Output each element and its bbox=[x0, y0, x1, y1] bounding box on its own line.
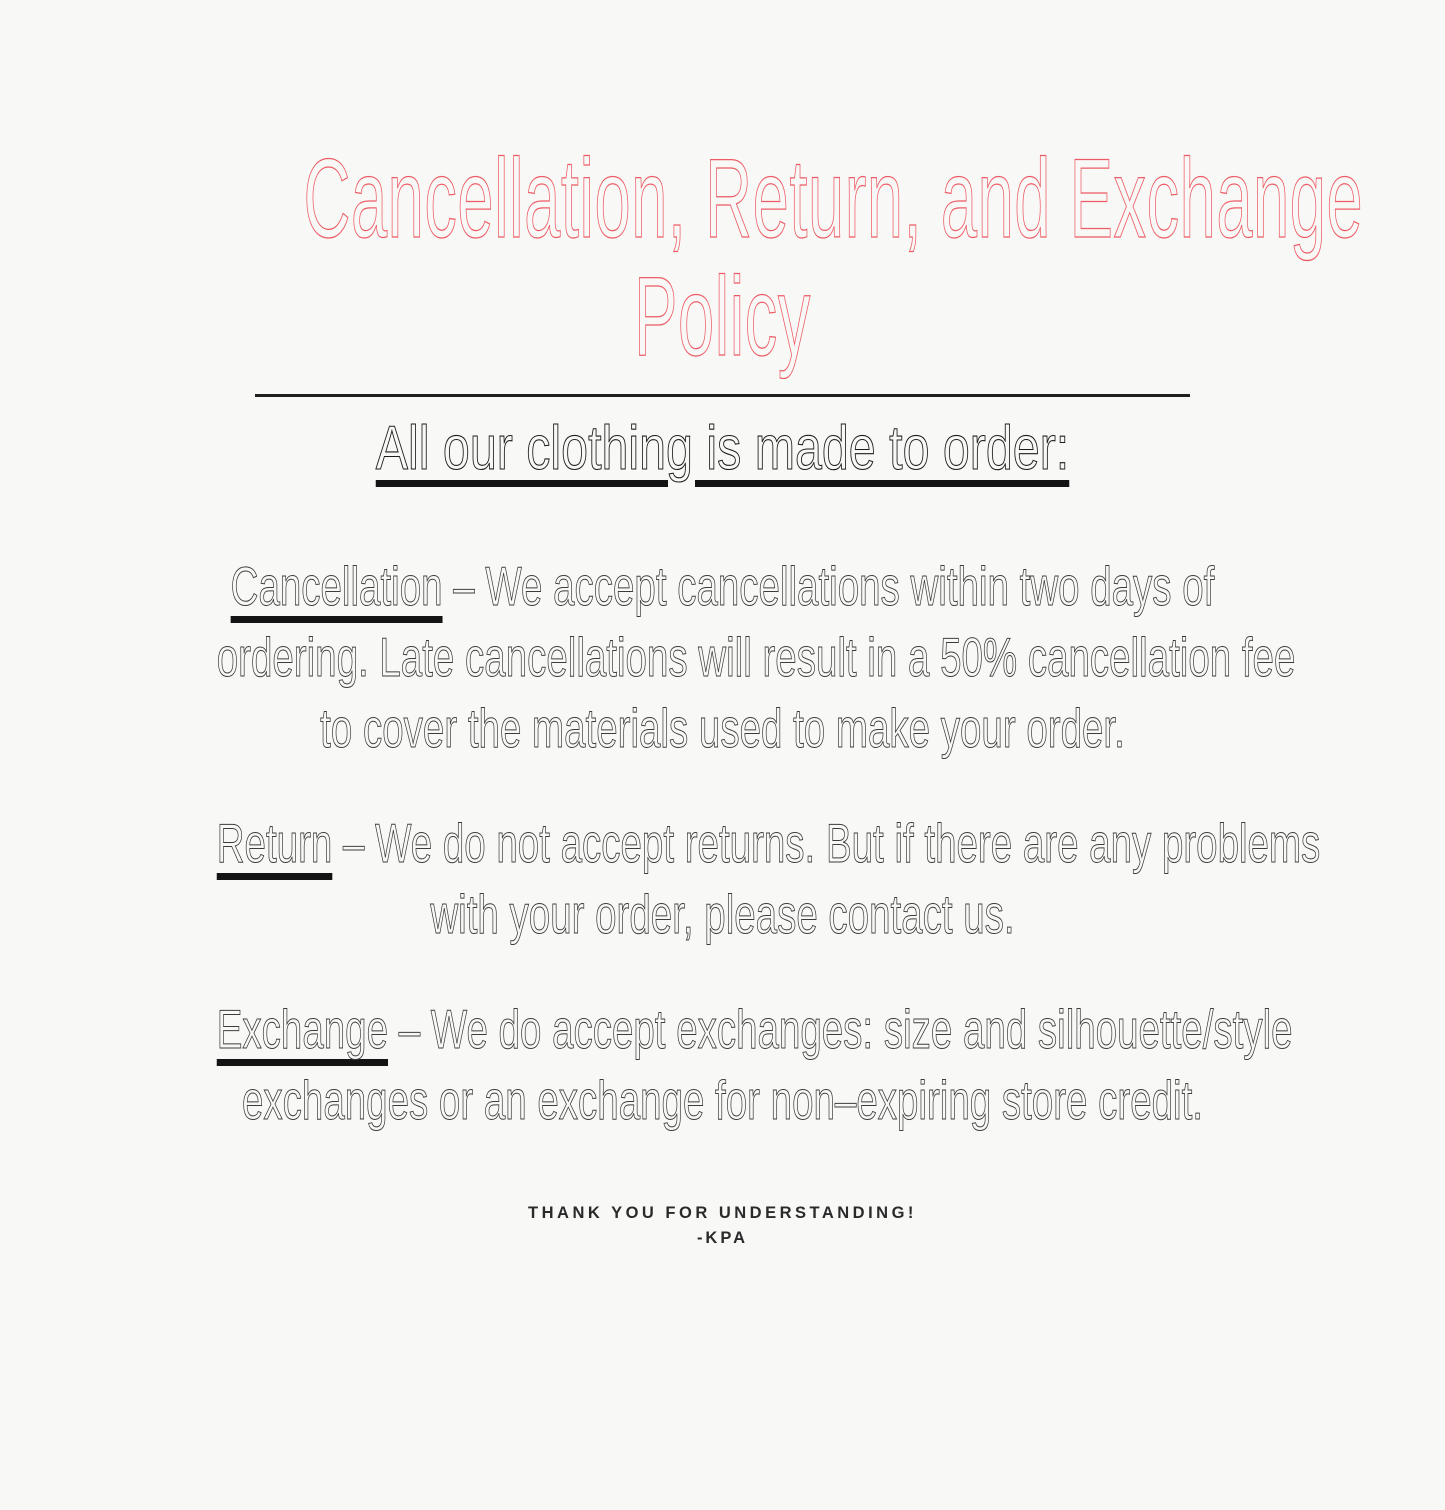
page-title bbox=[303, 136, 1364, 379]
title-divider-line bbox=[255, 394, 1190, 397]
policy-section-cancellation bbox=[216, 551, 1296, 764]
policy-line: to cover the materials used to make your order. bbox=[320, 697, 1125, 759]
footer-thanks-text: THANK YOU FOR UNDERSTANDING! bbox=[528, 1204, 917, 1222]
policy-keyword-exchange: Exchange bbox=[216, 998, 388, 1060]
page-title-line-1: Cancellation, Return, and Exchange bbox=[303, 136, 1364, 261]
subtitle-text: All our clothing is made to order: bbox=[375, 414, 1070, 483]
policy-keyword-cancellation: Cancellation bbox=[230, 555, 443, 617]
policy-poster bbox=[0, 136, 1445, 1510]
subtitle bbox=[159, 411, 1286, 487]
policy-section-exchange bbox=[216, 994, 1293, 1136]
footer-signature-text: -KPA bbox=[696, 1229, 749, 1247]
policy-line bbox=[216, 808, 1321, 879]
policy-line bbox=[217, 551, 1229, 622]
policy-line: exchanges or an exchange for non–expiring store credit. bbox=[242, 1069, 1203, 1131]
policy-section-return bbox=[216, 808, 1321, 950]
footer bbox=[0, 1204, 1445, 1248]
policy-line bbox=[216, 994, 1293, 1065]
policy-line: ordering. Late cancellations will result in a 50% cancellation fee bbox=[216, 626, 1296, 688]
policy-keyword-return: Return bbox=[216, 812, 333, 874]
policy-line: with your order, please contact us. bbox=[430, 883, 1015, 945]
policy-intro-text: – We accept cancellations within two days of bbox=[453, 555, 1215, 617]
page-title-line-2: Policy bbox=[634, 254, 811, 379]
policy-intro-text: – We do accept exchanges: size and silhouette/style bbox=[398, 998, 1293, 1060]
policy-intro-text: – We do not accept returns. But if there are any problems bbox=[343, 812, 1321, 874]
